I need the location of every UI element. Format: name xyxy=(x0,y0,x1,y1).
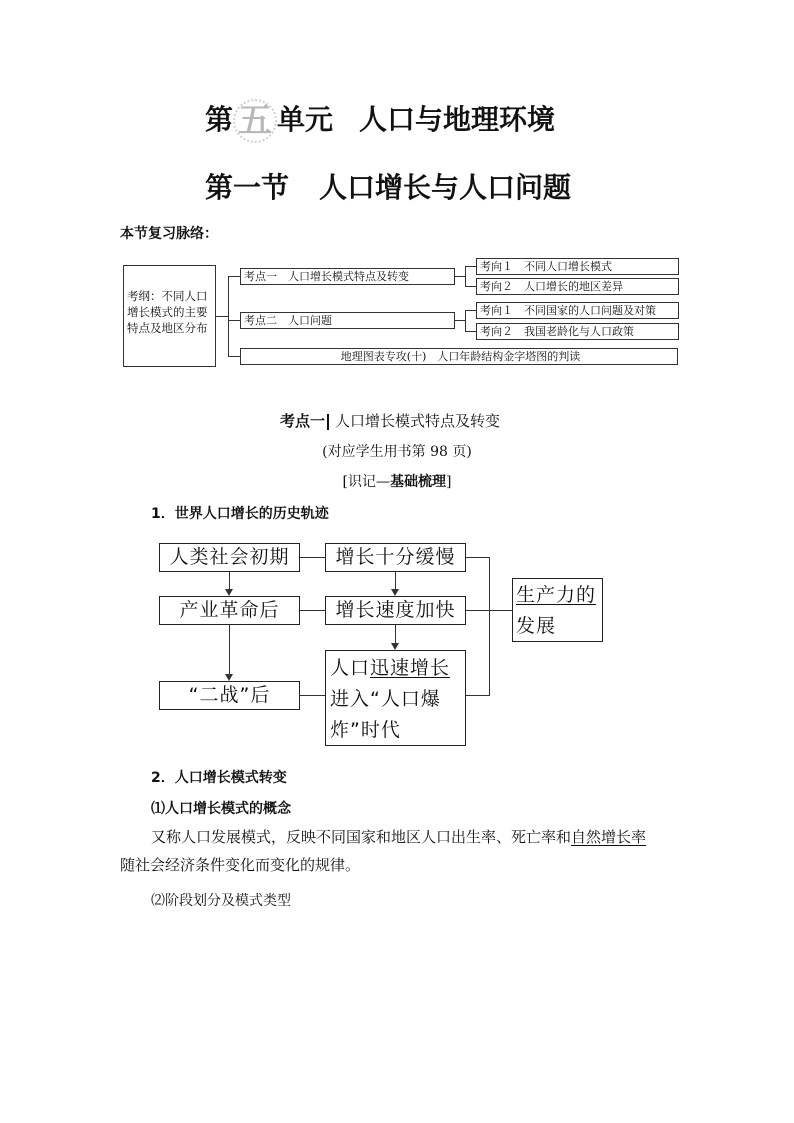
paragraph-line1: 又称人口发展模式，反映不同国家和地区人口出生率、死亡率和 xyxy=(151,828,572,846)
kaodian-label: 考点一 xyxy=(280,412,326,430)
growth2-box: 增长速度加快 xyxy=(325,596,466,625)
unit-title: 人口与地理环境 xyxy=(359,103,556,136)
connector xyxy=(228,276,240,277)
paragraph-underline: 自然增长率 xyxy=(571,828,647,846)
unit-number-badge: 五 xyxy=(235,101,275,141)
connector xyxy=(228,320,240,321)
arrow-line xyxy=(395,625,396,643)
connector xyxy=(465,266,476,267)
growth3-b: 迅速增长 xyxy=(370,657,451,679)
connector xyxy=(228,276,229,356)
connector xyxy=(455,276,465,277)
cause-box xyxy=(512,578,603,642)
section-title-line xyxy=(205,166,571,206)
connector xyxy=(300,610,325,611)
connector xyxy=(465,286,476,287)
growth1-box: 增长十分缓慢 xyxy=(325,543,466,572)
connector xyxy=(228,356,240,357)
point1-dir1-box: 考向１ 不同人口增长模式 xyxy=(476,258,679,275)
cause-b: 发展 xyxy=(516,615,557,637)
review-label: 本节复习脉络： xyxy=(120,226,218,242)
point1-dir2-box: 考向２ 人口增长的地区差异 xyxy=(476,278,679,295)
unit-suffix: 单元 xyxy=(277,103,334,136)
growth3-c: 进入“人口爆炸”时代 xyxy=(330,688,441,741)
connector xyxy=(455,320,465,321)
era3-box: “二战”后 xyxy=(159,681,300,710)
arrow-line xyxy=(395,572,396,589)
connector xyxy=(300,695,325,696)
sub1-heading: ⑴人口增长模式的概念 xyxy=(151,801,291,817)
growth3-a: 人口 xyxy=(330,657,371,679)
item2-heading: 2．人口增长模式转变 xyxy=(151,770,287,786)
point2-box: 考点二 人口问题 xyxy=(240,312,455,329)
era1-box: 人类社会初期 xyxy=(159,543,300,572)
section-tag-bold: 基础梳理 xyxy=(390,474,446,490)
arrow-head xyxy=(225,674,233,681)
arrow-line xyxy=(229,625,230,674)
point2-dir1-box: 考向１ 不同国家的人口问题及对策 xyxy=(476,302,679,319)
point1-box: 考点一 人口增长模式特点及转变 xyxy=(240,268,455,285)
sub2-heading: ⑵阶段划分及模式类型 xyxy=(151,893,291,909)
era2-box: 产业革命后 xyxy=(159,596,300,625)
outline-main-box xyxy=(123,265,216,367)
paragraph-line2: 随社会经济条件变化而变化的规律。 xyxy=(120,856,361,874)
connector xyxy=(300,557,325,558)
unit-prefix: 第 xyxy=(205,103,234,136)
arrow-line xyxy=(229,572,230,589)
growth3-box xyxy=(325,650,466,746)
connector xyxy=(216,316,228,317)
kaodian-title: 人口增长模式特点及转变 xyxy=(335,412,501,430)
connector xyxy=(465,266,466,286)
connector xyxy=(466,557,489,558)
item1-heading: 1．世界人口增长的历史轨迹 xyxy=(151,506,329,522)
outline-main-text: 考纲：不同人口增长模式的主要特点及地区分布 xyxy=(127,289,208,335)
special-box: 地理图表专攻(十) 人口年龄结构金字塔图的判读 xyxy=(240,348,678,365)
section-prefix: 第一节 xyxy=(205,171,290,204)
kaodian-ref: (对应学生用书第 98 页) xyxy=(322,444,472,460)
connector xyxy=(465,310,466,331)
arrow-head xyxy=(391,589,399,596)
connector xyxy=(465,310,476,311)
cause-a: 生产力的 xyxy=(516,584,597,606)
arrow-head xyxy=(225,589,233,596)
unit-title-line xyxy=(205,98,555,141)
kaodian-heading xyxy=(280,410,500,431)
point2-dir2-box: 考向２ 我国老龄化与人口政策 xyxy=(476,323,679,340)
section-title: 人口增长与人口问题 xyxy=(319,171,572,204)
concept-paragraph xyxy=(120,823,680,879)
arrow-head xyxy=(391,643,399,650)
connector xyxy=(465,331,476,332)
connector xyxy=(489,557,490,696)
connector xyxy=(466,695,489,696)
section-tag: [识记—基础梳理] xyxy=(342,474,452,490)
